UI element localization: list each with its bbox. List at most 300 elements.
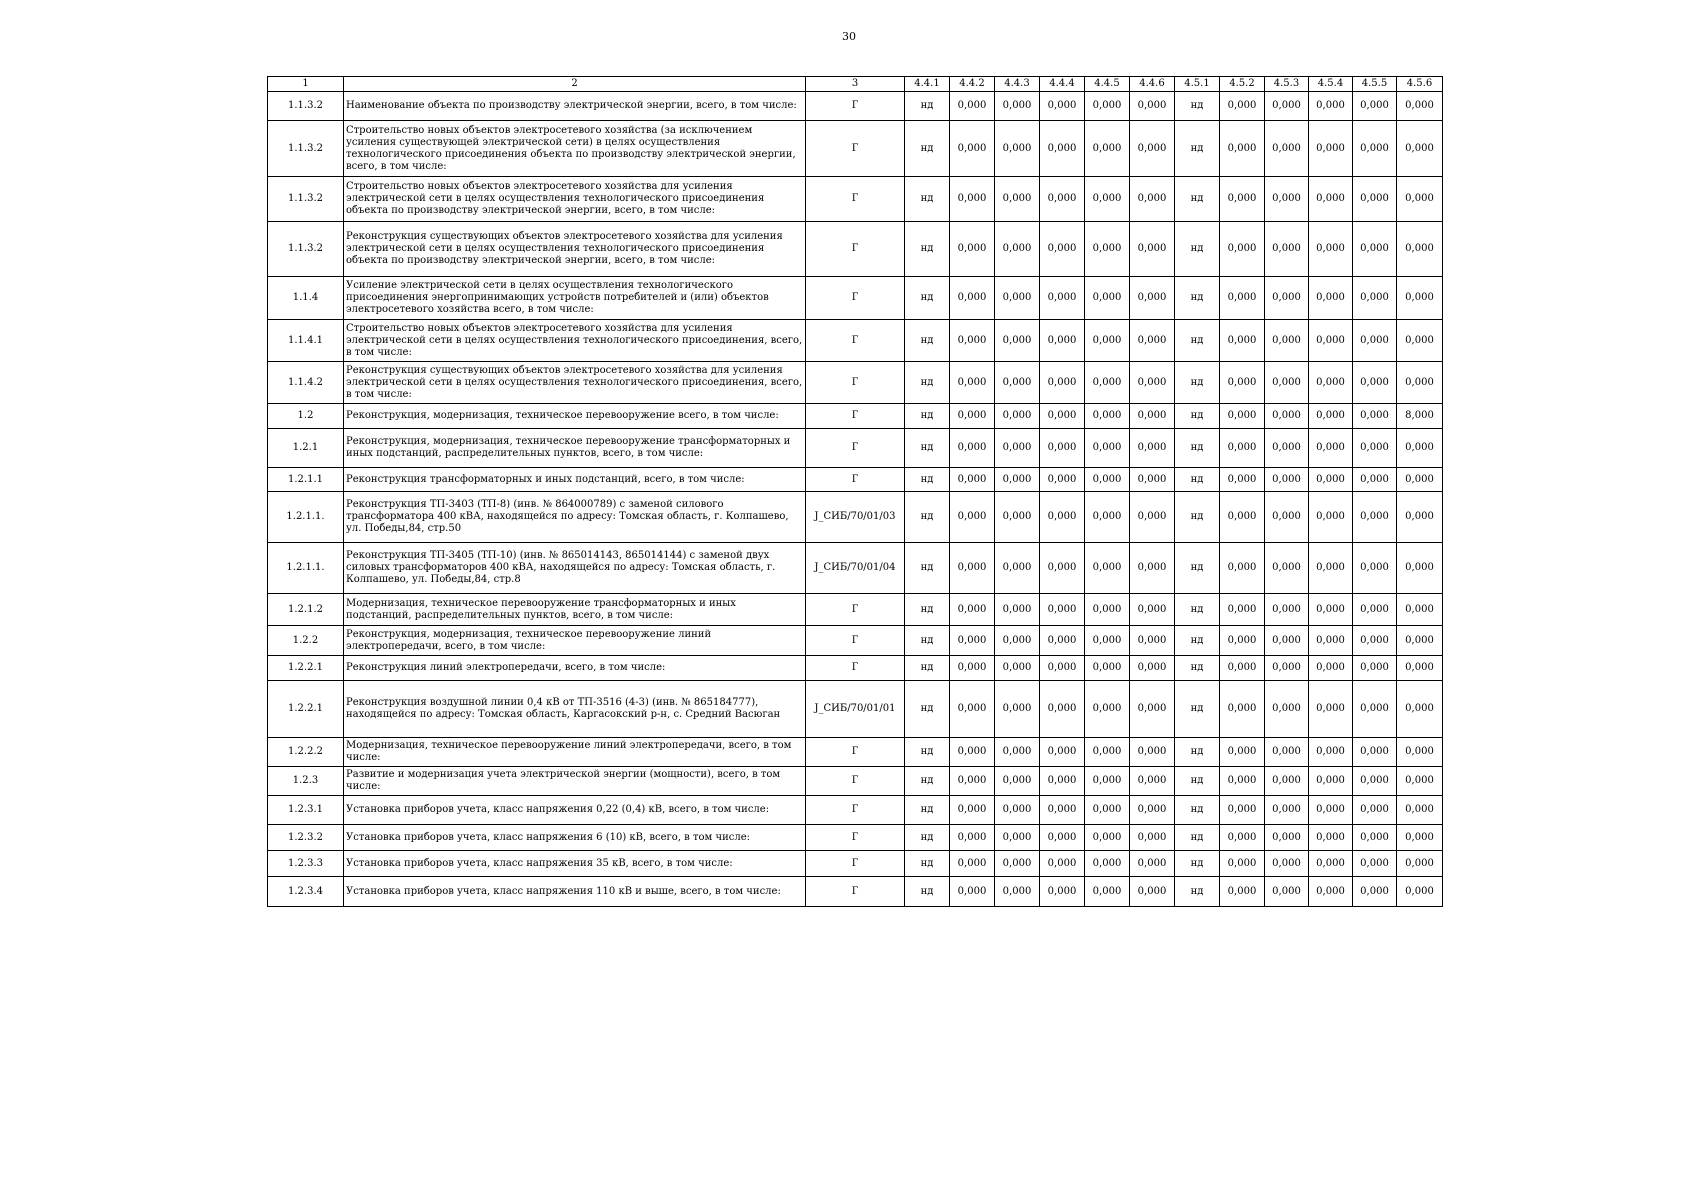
value-cell: 0,000 <box>950 767 995 796</box>
value-cell: 0,000 <box>1265 222 1309 277</box>
value-cell: нд <box>1175 121 1220 177</box>
value-cell: 0,000 <box>1397 320 1443 362</box>
table-row <box>268 656 1443 681</box>
table-row <box>268 492 1443 543</box>
value-cell: нд <box>905 626 950 656</box>
table-row <box>268 825 1443 851</box>
table-row <box>268 796 1443 825</box>
value-cell: 0,000 <box>1353 362 1397 404</box>
value-cell: 0,000 <box>1220 626 1265 656</box>
column-header: 4.5.4 <box>1309 77 1353 92</box>
value-cell: 0,000 <box>1309 492 1353 543</box>
value-cell: 0,000 <box>1397 851 1443 877</box>
value-cell: нд <box>905 277 950 320</box>
value-cell: 0,000 <box>1265 851 1309 877</box>
value-cell: 0,000 <box>1130 877 1175 907</box>
value-cell: нд <box>905 543 950 594</box>
value-cell: 0,000 <box>1353 277 1397 320</box>
value-cell: 0,000 <box>1309 177 1353 222</box>
table-row <box>268 626 1443 656</box>
value-cell: 0,000 <box>950 594 995 626</box>
value-cell: 0,000 <box>1130 320 1175 362</box>
table-row <box>268 92 1443 121</box>
project-name: Наименование объекта по производству электрической энергии, всего, в том числе: <box>344 92 806 121</box>
value-cell: 0,000 <box>1040 277 1085 320</box>
project-name: Установка приборов учета, класс напряжения 35 кВ, всего, в том числе: <box>344 851 806 877</box>
value-cell: нд <box>1175 877 1220 907</box>
value-cell: 0,000 <box>1397 796 1443 825</box>
project-code: Г <box>806 121 905 177</box>
value-cell: 0,000 <box>1265 796 1309 825</box>
value-cell: 0,000 <box>1130 404 1175 429</box>
table-row <box>268 468 1443 492</box>
column-header: 4.5.1 <box>1175 77 1220 92</box>
value-cell: 0,000 <box>1265 825 1309 851</box>
value-cell: 0,000 <box>1130 626 1175 656</box>
project-code: Г <box>806 222 905 277</box>
project-code: Г <box>806 362 905 404</box>
value-cell: 0,000 <box>950 429 995 468</box>
table-row <box>268 222 1443 277</box>
value-cell: 0,000 <box>1085 92 1130 121</box>
row-number: 1.2.2 <box>268 626 344 656</box>
column-header: 4.4.2 <box>950 77 995 92</box>
value-cell: 0,000 <box>1353 429 1397 468</box>
table-body <box>268 92 1443 907</box>
value-cell: 0,000 <box>1040 177 1085 222</box>
value-cell: 0,000 <box>950 492 995 543</box>
value-cell: 0,000 <box>1265 92 1309 121</box>
value-cell: 0,000 <box>1265 320 1309 362</box>
value-cell: 0,000 <box>1353 543 1397 594</box>
value-cell: 0,000 <box>1040 626 1085 656</box>
value-cell: нд <box>905 92 950 121</box>
value-cell: 0,000 <box>1085 429 1130 468</box>
value-cell: 0,000 <box>950 121 995 177</box>
value-cell: 0,000 <box>1309 222 1353 277</box>
value-cell: 0,000 <box>950 681 995 738</box>
value-cell: 0,000 <box>1309 121 1353 177</box>
value-cell: нд <box>1175 825 1220 851</box>
project-name: Реконструкция, модернизация, техническое перевооружение трансформаторных и иных подстанций, распределительных пунктов, всего, в том числе: <box>344 429 806 468</box>
value-cell: 0,000 <box>1040 738 1085 767</box>
value-cell: 0,000 <box>1220 492 1265 543</box>
value-cell: нд <box>905 404 950 429</box>
value-cell: 0,000 <box>1265 626 1309 656</box>
value-cell: 0,000 <box>1130 92 1175 121</box>
value-cell: 0,000 <box>1130 468 1175 492</box>
value-cell: 0,000 <box>1265 429 1309 468</box>
value-cell: 0,000 <box>1353 121 1397 177</box>
row-number: 1.2.1.1. <box>268 492 344 543</box>
value-cell: 0,000 <box>1265 468 1309 492</box>
column-header: 4.5.5 <box>1353 77 1397 92</box>
value-cell: 0,000 <box>1265 492 1309 543</box>
value-cell: 0,000 <box>1397 767 1443 796</box>
value-cell: 0,000 <box>1040 92 1085 121</box>
page-number: 30 <box>842 30 856 43</box>
value-cell: 0,000 <box>950 222 995 277</box>
column-header: 4.4.3 <box>995 77 1040 92</box>
value-cell: 0,000 <box>995 738 1040 767</box>
value-cell: 0,000 <box>1130 825 1175 851</box>
value-cell: 0,000 <box>1309 656 1353 681</box>
value-cell: 0,000 <box>1397 468 1443 492</box>
value-cell: 0,000 <box>1130 177 1175 222</box>
row-number: 1.1.3.2 <box>268 121 344 177</box>
row-number: 1.2.3.1 <box>268 796 344 825</box>
value-cell: 0,000 <box>1040 429 1085 468</box>
value-cell: 0,000 <box>995 222 1040 277</box>
value-cell: 0,000 <box>1220 796 1265 825</box>
value-cell: 0,000 <box>1309 767 1353 796</box>
value-cell: нд <box>1175 656 1220 681</box>
header-row <box>268 77 1443 92</box>
value-cell: нд <box>905 362 950 404</box>
table-row <box>268 362 1443 404</box>
value-cell: нд <box>905 492 950 543</box>
value-cell: 0,000 <box>1130 543 1175 594</box>
project-name: Реконструкция ТП-3403 (ТП-8) (инв. № 864000789) с заменой силового трансформатора 400 кВА, находящейся по адресу: Томская область, г. Колпашево, ул. Победы,84, стр.50 <box>344 492 806 543</box>
value-cell: 0,000 <box>1040 362 1085 404</box>
value-cell: 0,000 <box>950 468 995 492</box>
row-number: 1.2.1.2 <box>268 594 344 626</box>
value-cell: 0,000 <box>1309 429 1353 468</box>
value-cell: 0,000 <box>1265 362 1309 404</box>
project-code: Г <box>806 404 905 429</box>
value-cell: 0,000 <box>1130 767 1175 796</box>
value-cell: 0,000 <box>1220 320 1265 362</box>
value-cell: 0,000 <box>1085 177 1130 222</box>
value-cell: 0,000 <box>1309 877 1353 907</box>
value-cell: 0,000 <box>995 492 1040 543</box>
value-cell: нд <box>905 177 950 222</box>
table-row <box>268 877 1443 907</box>
value-cell: 0,000 <box>1353 92 1397 121</box>
value-cell: нд <box>1175 468 1220 492</box>
project-name: Строительство новых объектов электросетевого хозяйства (за исключением усиления существующей электрической сети) в целях осуществления технологического присоединения объекта по производству электрической энергии, всего, в том числе: <box>344 121 806 177</box>
value-cell: 0,000 <box>1040 877 1085 907</box>
value-cell: 0,000 <box>1220 277 1265 320</box>
value-cell: 0,000 <box>950 543 995 594</box>
value-cell: 0,000 <box>1220 767 1265 796</box>
value-cell: 0,000 <box>1040 121 1085 177</box>
value-cell: 0,000 <box>1040 320 1085 362</box>
value-cell: нд <box>905 429 950 468</box>
value-cell: 0,000 <box>1040 543 1085 594</box>
value-cell: 0,000 <box>1085 121 1130 177</box>
project-code: Г <box>806 429 905 468</box>
value-cell: 0,000 <box>1265 277 1309 320</box>
value-cell: нд <box>905 594 950 626</box>
value-cell: 0,000 <box>1130 121 1175 177</box>
value-cell: 0,000 <box>995 681 1040 738</box>
value-cell: 0,000 <box>950 851 995 877</box>
row-number: 1.1.3.2 <box>268 92 344 121</box>
value-cell: 0,000 <box>950 92 995 121</box>
table-row <box>268 121 1443 177</box>
row-number: 1.2.1.1. <box>268 543 344 594</box>
row-number: 1.2.1 <box>268 429 344 468</box>
project-name: Реконструкция линий электропередачи, всего, в том числе: <box>344 656 806 681</box>
row-number: 1.2.3 <box>268 767 344 796</box>
column-header: 4.4.4 <box>1040 77 1085 92</box>
value-cell: 0,000 <box>1085 851 1130 877</box>
value-cell: 0,000 <box>1397 277 1443 320</box>
value-cell: 0,000 <box>950 877 995 907</box>
value-cell: нд <box>1175 277 1220 320</box>
value-cell: нд <box>905 851 950 877</box>
column-header: 4.4.1 <box>905 77 950 92</box>
value-cell: нд <box>1175 738 1220 767</box>
project-name: Усиление электрической сети в целях осуществления технологического присоединения энергопринимающих устройств потребителей и (или) объектов электросетевого хозяйства всего, в том числе: <box>344 277 806 320</box>
value-cell: 0,000 <box>1220 404 1265 429</box>
value-cell: 0,000 <box>1309 92 1353 121</box>
value-cell: 0,000 <box>1220 92 1265 121</box>
value-cell: 0,000 <box>1040 468 1085 492</box>
value-cell: 0,000 <box>1309 825 1353 851</box>
value-cell: 0,000 <box>950 796 995 825</box>
value-cell: 0,000 <box>1220 877 1265 907</box>
value-cell: 0,000 <box>995 92 1040 121</box>
row-number: 1.2.3.4 <box>268 877 344 907</box>
value-cell: нд <box>905 796 950 825</box>
table-row <box>268 320 1443 362</box>
column-header: 4.4.6 <box>1130 77 1175 92</box>
value-cell: 0,000 <box>1130 851 1175 877</box>
value-cell: 0,000 <box>1085 594 1130 626</box>
value-cell: 0,000 <box>1353 877 1397 907</box>
value-cell: 0,000 <box>1130 492 1175 543</box>
value-cell: 0,000 <box>1130 362 1175 404</box>
value-cell: нд <box>1175 767 1220 796</box>
value-cell: 0,000 <box>1220 851 1265 877</box>
value-cell: 0,000 <box>1309 594 1353 626</box>
row-number: 1.1.3.2 <box>268 222 344 277</box>
value-cell: 0,000 <box>1353 222 1397 277</box>
value-cell: 0,000 <box>1353 767 1397 796</box>
value-cell: нд <box>905 681 950 738</box>
project-name: Установка приборов учета, класс напряжения 6 (10) кВ, всего, в том числе: <box>344 825 806 851</box>
table-row <box>268 429 1443 468</box>
value-cell: 0,000 <box>995 767 1040 796</box>
row-number: 1.2.2.1 <box>268 681 344 738</box>
project-code: Г <box>806 877 905 907</box>
value-cell: 0,000 <box>950 177 995 222</box>
value-cell: 0,000 <box>1220 594 1265 626</box>
project-name: Реконструкция, модернизация, техническое перевооружение всего, в том числе: <box>344 404 806 429</box>
value-cell: 0,000 <box>1397 825 1443 851</box>
row-number: 1.1.4.2 <box>268 362 344 404</box>
column-header: 4.5.2 <box>1220 77 1265 92</box>
value-cell: нд <box>1175 177 1220 222</box>
value-cell: 0,000 <box>1220 429 1265 468</box>
value-cell: 0,000 <box>1040 404 1085 429</box>
value-cell: нд <box>1175 404 1220 429</box>
value-cell: 0,000 <box>995 277 1040 320</box>
value-cell: 0,000 <box>1309 543 1353 594</box>
value-cell: 0,000 <box>1040 767 1085 796</box>
project-name: Реконструкция существующих объектов электросетевого хозяйства для усиления электрической сети в целях осуществления технологического присоединения объекта по производству электрической энергии, всего, в том числе: <box>344 222 806 277</box>
project-code: J_СИБ/70/01/01 <box>806 681 905 738</box>
value-cell: 0,000 <box>1130 738 1175 767</box>
value-cell: 0,000 <box>950 277 995 320</box>
value-cell: 0,000 <box>1220 738 1265 767</box>
column-header: 3 <box>806 77 905 92</box>
value-cell: 0,000 <box>1085 738 1130 767</box>
column-header: 4.5.3 <box>1265 77 1309 92</box>
table-row <box>268 277 1443 320</box>
value-cell: нд <box>1175 626 1220 656</box>
table-row <box>268 404 1443 429</box>
value-cell: 0,000 <box>1397 681 1443 738</box>
value-cell: 0,000 <box>1397 543 1443 594</box>
value-cell: 0,000 <box>1085 681 1130 738</box>
project-code: Г <box>806 277 905 320</box>
value-cell: 0,000 <box>1353 404 1397 429</box>
value-cell: 0,000 <box>995 543 1040 594</box>
value-cell: 0,000 <box>995 594 1040 626</box>
value-cell: 0,000 <box>1309 851 1353 877</box>
value-cell: 0,000 <box>1265 767 1309 796</box>
value-cell: 0,000 <box>1085 656 1130 681</box>
column-header: 4.5.6 <box>1397 77 1443 92</box>
value-cell: 0,000 <box>1130 681 1175 738</box>
value-cell: нд <box>905 877 950 907</box>
value-cell: 0,000 <box>1220 681 1265 738</box>
value-cell: 0,000 <box>995 468 1040 492</box>
row-number: 1.2.2.1 <box>268 656 344 681</box>
value-cell: 0,000 <box>995 877 1040 907</box>
value-cell: нд <box>905 320 950 362</box>
value-cell: 0,000 <box>1397 92 1443 121</box>
value-cell: 0,000 <box>1085 877 1130 907</box>
value-cell: 0,000 <box>1220 362 1265 404</box>
value-cell: 0,000 <box>1397 656 1443 681</box>
value-cell: нд <box>1175 492 1220 543</box>
row-number: 1.2 <box>268 404 344 429</box>
value-cell: 0,000 <box>1265 877 1309 907</box>
value-cell: 0,000 <box>950 320 995 362</box>
value-cell: 0,000 <box>1265 177 1309 222</box>
value-cell: 0,000 <box>1085 277 1130 320</box>
project-code: Г <box>806 851 905 877</box>
project-code: Г <box>806 92 905 121</box>
value-cell: 0,000 <box>950 362 995 404</box>
value-cell: 0,000 <box>1040 594 1085 626</box>
value-cell: нд <box>1175 851 1220 877</box>
value-cell: 0,000 <box>1265 738 1309 767</box>
value-cell: нд <box>1175 681 1220 738</box>
value-cell: 0,000 <box>950 738 995 767</box>
project-name: Установка приборов учета, класс напряжения 0,22 (0,4) кВ, всего, в том числе: <box>344 796 806 825</box>
value-cell: 0,000 <box>1353 177 1397 222</box>
value-cell: нд <box>1175 594 1220 626</box>
column-header: 2 <box>344 77 806 92</box>
value-cell: 0,000 <box>1397 177 1443 222</box>
value-cell: 0,000 <box>1309 626 1353 656</box>
value-cell: 0,000 <box>995 320 1040 362</box>
value-cell: 0,000 <box>1130 277 1175 320</box>
project-name: Установка приборов учета, класс напряжения 110 кВ и выше, всего, в том числе: <box>344 877 806 907</box>
project-code: Г <box>806 320 905 362</box>
value-cell: 0,000 <box>1220 177 1265 222</box>
value-cell: 0,000 <box>1309 404 1353 429</box>
project-code: Г <box>806 767 905 796</box>
value-cell: 0,000 <box>1353 681 1397 738</box>
value-cell: 0,000 <box>1040 681 1085 738</box>
value-cell: нд <box>1175 92 1220 121</box>
value-cell: 0,000 <box>1309 277 1353 320</box>
row-number: 1.2.3.3 <box>268 851 344 877</box>
project-code: J_СИБ/70/01/03 <box>806 492 905 543</box>
value-cell: 0,000 <box>1220 222 1265 277</box>
project-name: Реконструкция, модернизация, техническое перевооружение линий электропередачи, всего, в том числе: <box>344 626 806 656</box>
value-cell: 0,000 <box>1397 121 1443 177</box>
value-cell: 0,000 <box>1397 738 1443 767</box>
value-cell: 0,000 <box>1309 362 1353 404</box>
project-name: Строительство новых объектов электросетевого хозяйства для усиления электрической сети в целях осуществления технологического присоединения объекта по производству электрической энергии, всего, в том числе: <box>344 177 806 222</box>
value-cell: нд <box>905 468 950 492</box>
value-cell: 0,000 <box>1040 796 1085 825</box>
value-cell: 0,000 <box>1085 362 1130 404</box>
value-cell: 0,000 <box>1085 492 1130 543</box>
value-cell: 0,000 <box>995 404 1040 429</box>
value-cell: 0,000 <box>1040 492 1085 543</box>
value-cell: 0,000 <box>995 825 1040 851</box>
column-header: 1 <box>268 77 344 92</box>
table-row <box>268 681 1443 738</box>
value-cell: 0,000 <box>1265 656 1309 681</box>
project-code: Г <box>806 468 905 492</box>
value-cell: 0,000 <box>1220 121 1265 177</box>
value-cell: 0,000 <box>995 362 1040 404</box>
project-code: Г <box>806 825 905 851</box>
value-cell: 0,000 <box>1265 681 1309 738</box>
project-code: J_СИБ/70/01/04 <box>806 543 905 594</box>
row-number: 1.2.1.1 <box>268 468 344 492</box>
row-number: 1.2.3.2 <box>268 825 344 851</box>
project-code: Г <box>806 626 905 656</box>
value-cell: 0,000 <box>1085 626 1130 656</box>
investment-table <box>267 76 1443 907</box>
value-cell: 0,000 <box>1220 543 1265 594</box>
value-cell: 0,000 <box>1353 796 1397 825</box>
project-name: Модернизация, техническое перевооружение трансформаторных и иных подстанций, распределительных пунктов, всего, в том числе: <box>344 594 806 626</box>
value-cell: 0,000 <box>1220 825 1265 851</box>
project-name: Развитие и модернизация учета электрической энергии (мощности), всего, в том числе: <box>344 767 806 796</box>
value-cell: 0,000 <box>950 825 995 851</box>
value-cell: нд <box>1175 222 1220 277</box>
row-number: 1.2.2.2 <box>268 738 344 767</box>
value-cell: 0,000 <box>1085 222 1130 277</box>
value-cell: 0,000 <box>995 121 1040 177</box>
value-cell: нд <box>905 767 950 796</box>
value-cell: 0,000 <box>1309 320 1353 362</box>
column-header: 4.4.5 <box>1085 77 1130 92</box>
value-cell: 0,000 <box>1130 796 1175 825</box>
value-cell: 0,000 <box>1085 404 1130 429</box>
value-cell: нд <box>1175 543 1220 594</box>
value-cell: 0,000 <box>1220 468 1265 492</box>
value-cell: нд <box>905 825 950 851</box>
value-cell: 0,000 <box>1265 404 1309 429</box>
project-code: Г <box>806 594 905 626</box>
row-number: 1.1.4.1 <box>268 320 344 362</box>
value-cell: 0,000 <box>995 177 1040 222</box>
value-cell: 0,000 <box>1130 222 1175 277</box>
value-cell: 0,000 <box>1309 738 1353 767</box>
